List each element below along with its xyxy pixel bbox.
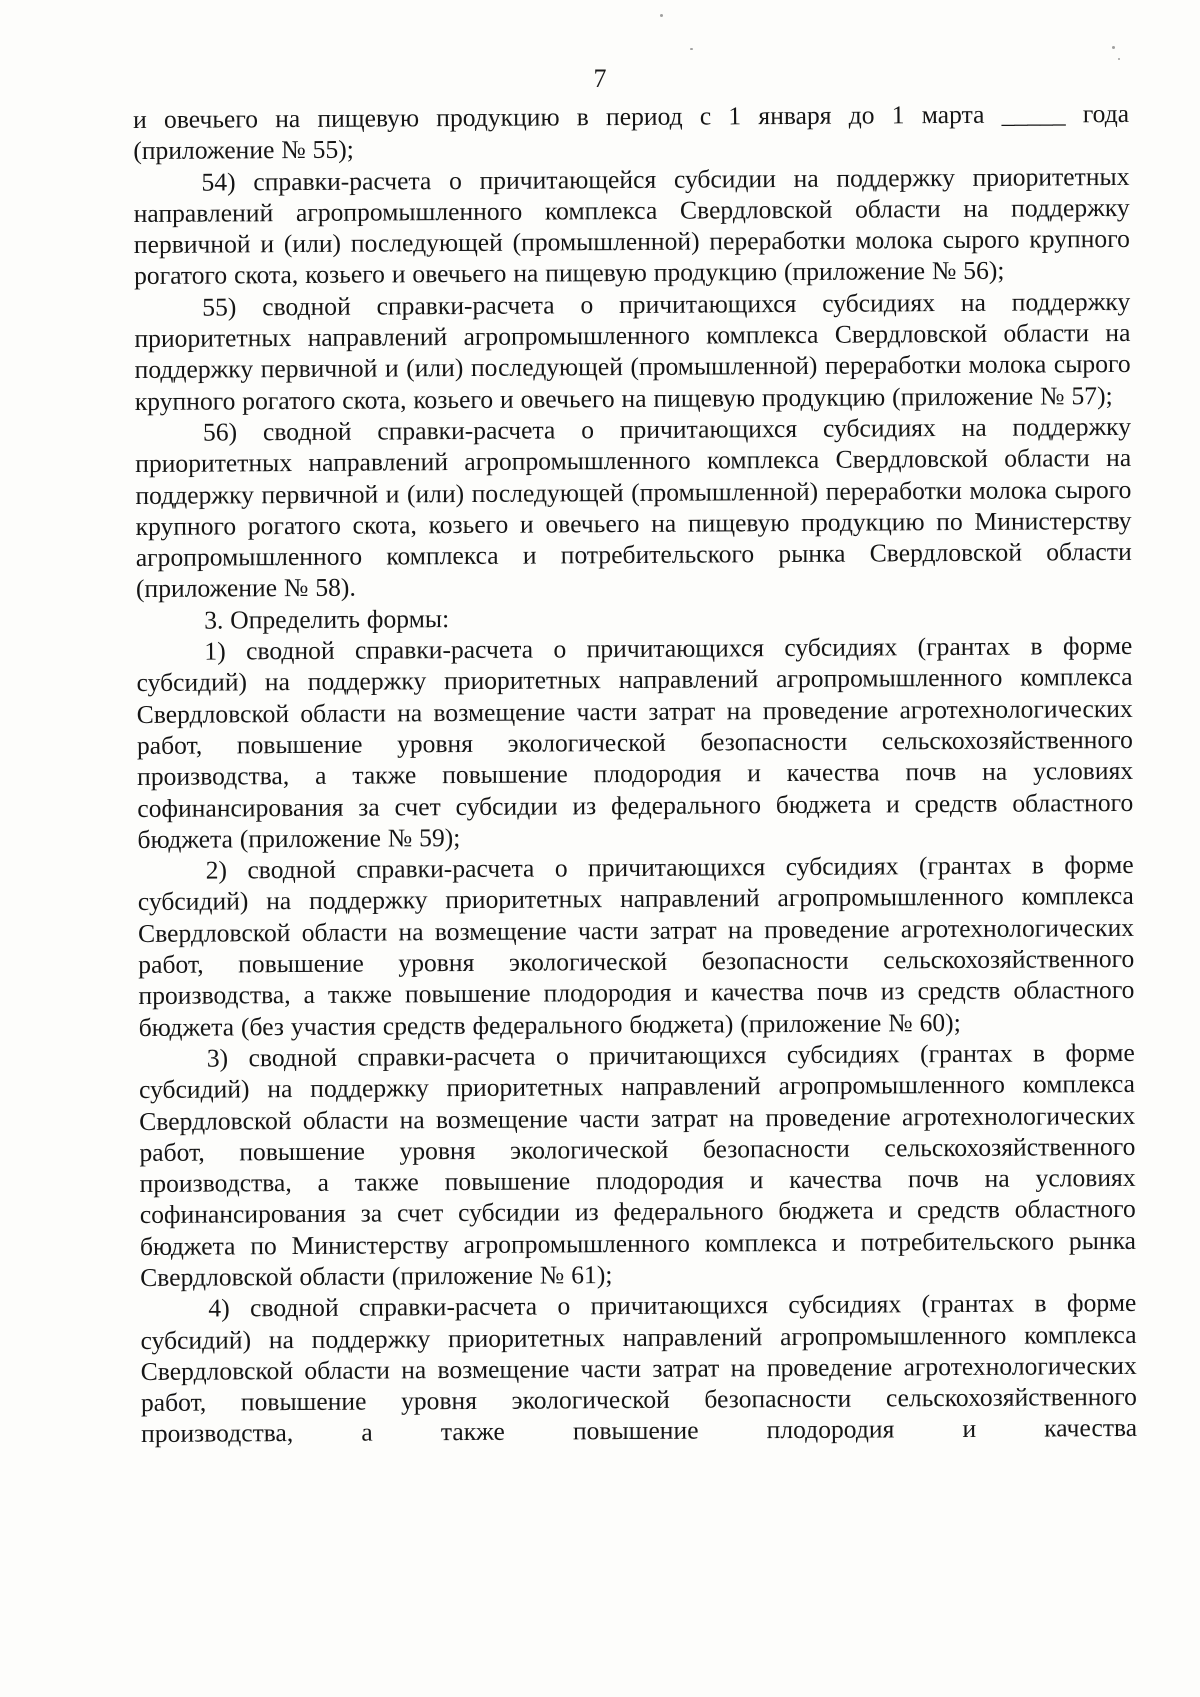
scan-speck [690,48,693,50]
paragraph-form-2: 2) сводной справки-расчета о причитающихся субсидиях (грантах в форме субсидий) на поддержку приоритетных направлений агропромышленного комплекса Свердловской области на возмещение части затрат на проведение агротехнологических работ, повышение уровня экологической безопасности сельскохозяйственного производства, а также повышение плодородия и качества почв из средств областного бюджета (без участия средств федерального бюджета) (приложение № 60); [137,850,1135,1042]
document-body [133,98,1137,1450]
paragraph-item-54: 54) справки-расчета о причитающейся субсидии на поддержку приоритетных направлений агропромышленного комплекса Свердловской области на поддержку первичной и (или) последующей (промышленной) переработки молока сырого крупного рогатого скота, козьего и овечьего на пищевую продукцию (приложение № 56); [133,161,1130,291]
paragraph-form-3: 3) сводной справки-расчета о причитающихся субсидиях (грантах в форме субсидий) на поддержку приоритетных направлений агропромышленного комплекса Свердловской области на возмещение части затрат на проведение агротехнологических работ, повышение уровня экологической безопасности сельскохозяйственного производства, а также повышение плодородия и качества почв на условиях софинансирования за счет субсидии из федерального бюджета и средств областного бюджета по Министерству агропромышленного комплекса и потребительского рынка Свердловской области (приложение № 61); [138,1037,1137,1292]
paragraph-item-55: 55) сводной справки-расчета о причитающихся субсидиях на поддержку приоритетных направлений агропромышленного комплекса Свердловской области на поддержку первичной и (или) последующей (промышленной) переработки молока сырого крупного рогатого скота, козьего и овечьего на пищевую продукцию (приложение № 57); [134,286,1131,416]
scan-speck [1112,46,1115,49]
paragraph-form-4: 4) сводной справки-расчета о причитающихся субсидиях (грантах в форме субсидий) на поддержку приоритетных направлений агропромышленного комплекса Свердловской области на возмещение части затрат на проведение агротехнологических работ, повышение уровня экологической безопасности сельскохозяйственного производства, а также повышение плодородия и качества [140,1288,1138,1449]
paragraph-continuation: и овечьего на пищевую продукцию в период с 1 января до 1 марта _____ года (приложение № 55); [133,98,1130,166]
paragraph-item-56: 56) сводной справки-расчета о причитающихся субсидиях на поддержку приоритетных направлений агропромышленного комплекса Свердловской области на поддержку первичной и (или) последующей (промышленной) переработки молока сырого крупного рогатого скота, козьего и овечьего на пищевую продукцию по Министерству агропромышленного комплекса и потребительского рынка Свердловской области (приложение № 58). [135,411,1132,604]
scan-speck [1118,58,1120,60]
scan-speck [660,14,663,17]
page-number: 7 [593,64,607,93]
paragraph-form-1: 1) сводной справки-расчета о причитающихся субсидиях (грантах в форме субсидий) на поддержку приоритетных направлений агропромышленного комплекса Свердловской области на возмещение части затрат на проведение агротехнологических работ, повышение уровня экологической безопасности сельскохозяйственного производства, а также повышение плодородия и качества почв на условиях софинансирования за счет субсидии из федерального бюджета и средств областного бюджета (приложение № 59); [136,630,1134,854]
paragraph-section-3: 3. Определить формы: [204,603,450,635]
